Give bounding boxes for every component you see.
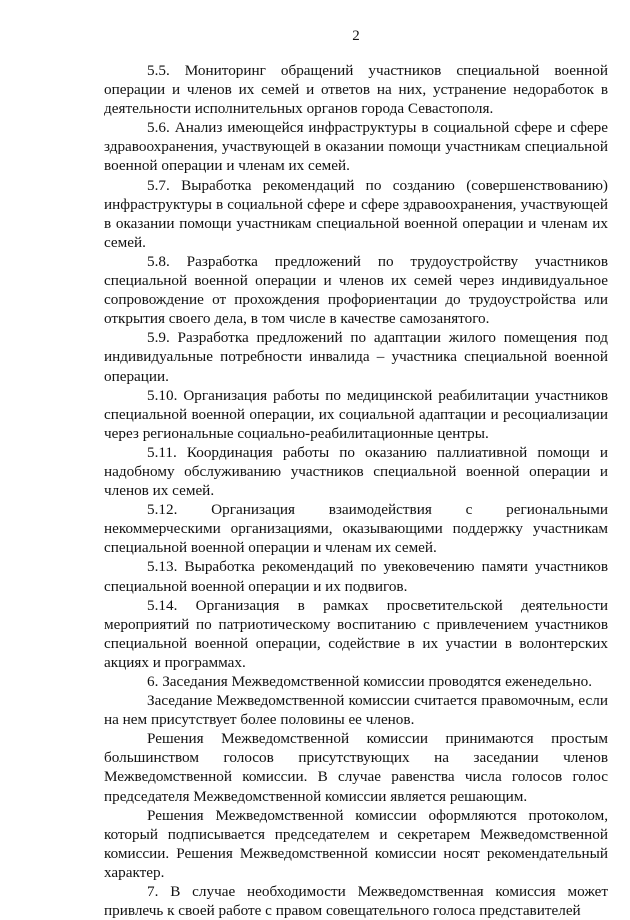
page-number: 2	[352, 28, 360, 44]
paragraph-7: 7. В случае необходимости Межведомственная комиссия может привлечь к своей работе с правом совещательного голоса представителей	[104, 883, 608, 920]
paragraph-5-13: 5.13. Выработка рекомендаций по увековечению памяти участников специальной военной операции и их подвигов.	[104, 558, 608, 595]
paragraph-6: 6. Заседания Межведомственной комиссии проводятся еженедельно.	[147, 673, 593, 690]
paragraph-5-12: 5.12. Организация взаимодействия с региональными некоммерческими организациями, оказывающими поддержку участникам специальной военной операции и членам их семей.	[104, 501, 608, 557]
paragraph-5-14: 5.14. Организация в рамках просветительской деятельности мероприятий по патриотическому воспитанию с привлечением участников специальной военной операции, содействие в их участии в волонтерских акциях и программах.	[104, 596, 608, 671]
paragraph-5-6: 5.6. Анализ имеющейся инфраструктуры в социальной сфере и сфере здравоохранения, участвующей в оказании помощи участникам специальной военной операции и членам их семей.	[104, 119, 608, 175]
paragraph-5-9: 5.9. Разработка предложений по адаптации жилого помещения под индивидуальные потребности инвалида – участника специальной военной операции.	[104, 329, 608, 385]
paragraph-decisions-voting: Решения Межведомственной комиссии принимаются простым большинством голосов присутствующих на заседании членов Межведомственной комиссии. В случае равенства числа голосов голос председателя Межведомственной комиссии является решающим.	[104, 730, 608, 805]
paragraph-5-8: 5.8. Разработка предложений по трудоустройству участников специальной военной операции и членов их семей через индивидуальное сопровождение от прохождения профориентации до трудоустройства или открытия своего дела, в том числе в качестве самозанятого.	[104, 252, 608, 328]
paragraph-5-11: 5.11. Координация работы по оказанию паллиативной помощи и надобному обслуживанию участников специальной военной операции и членов их семей.	[104, 443, 608, 500]
paragraph-decisions-protocol: Решения Межведомственной комиссии оформляются протоколом, который подписывается председателем и секретарем Межведомственной комиссии. Решения Межведомственной комиссии носят рекомендательный характер.	[104, 806, 608, 881]
paragraph-5-7: 5.7. Выработка рекомендаций по созданию (совершенствованию) инфраструктуры в социальной сфере и сфере здравоохранения, участвующей в оказании помощи участникам специальной военной операции и членам их семей.	[104, 176, 608, 251]
paragraph-quorum: Заседание Межведомственной комиссии считается правомочным, если на нем присутствует более половины ее членов.	[104, 692, 608, 729]
paragraph-5-10: 5.10. Организация работы по медицинской реабилитации участников специальной военной операции, их социальной адаптации и ресоциализации через региональные социально-реабилитационные центры.	[104, 386, 608, 442]
paragraph-5-5: 5.5. Мониторинг обращений участников специальной военной операции и членов их семей и ответов на них, устранение недоработок в деятельности исполнительных органов города Севастополя.	[104, 62, 608, 118]
